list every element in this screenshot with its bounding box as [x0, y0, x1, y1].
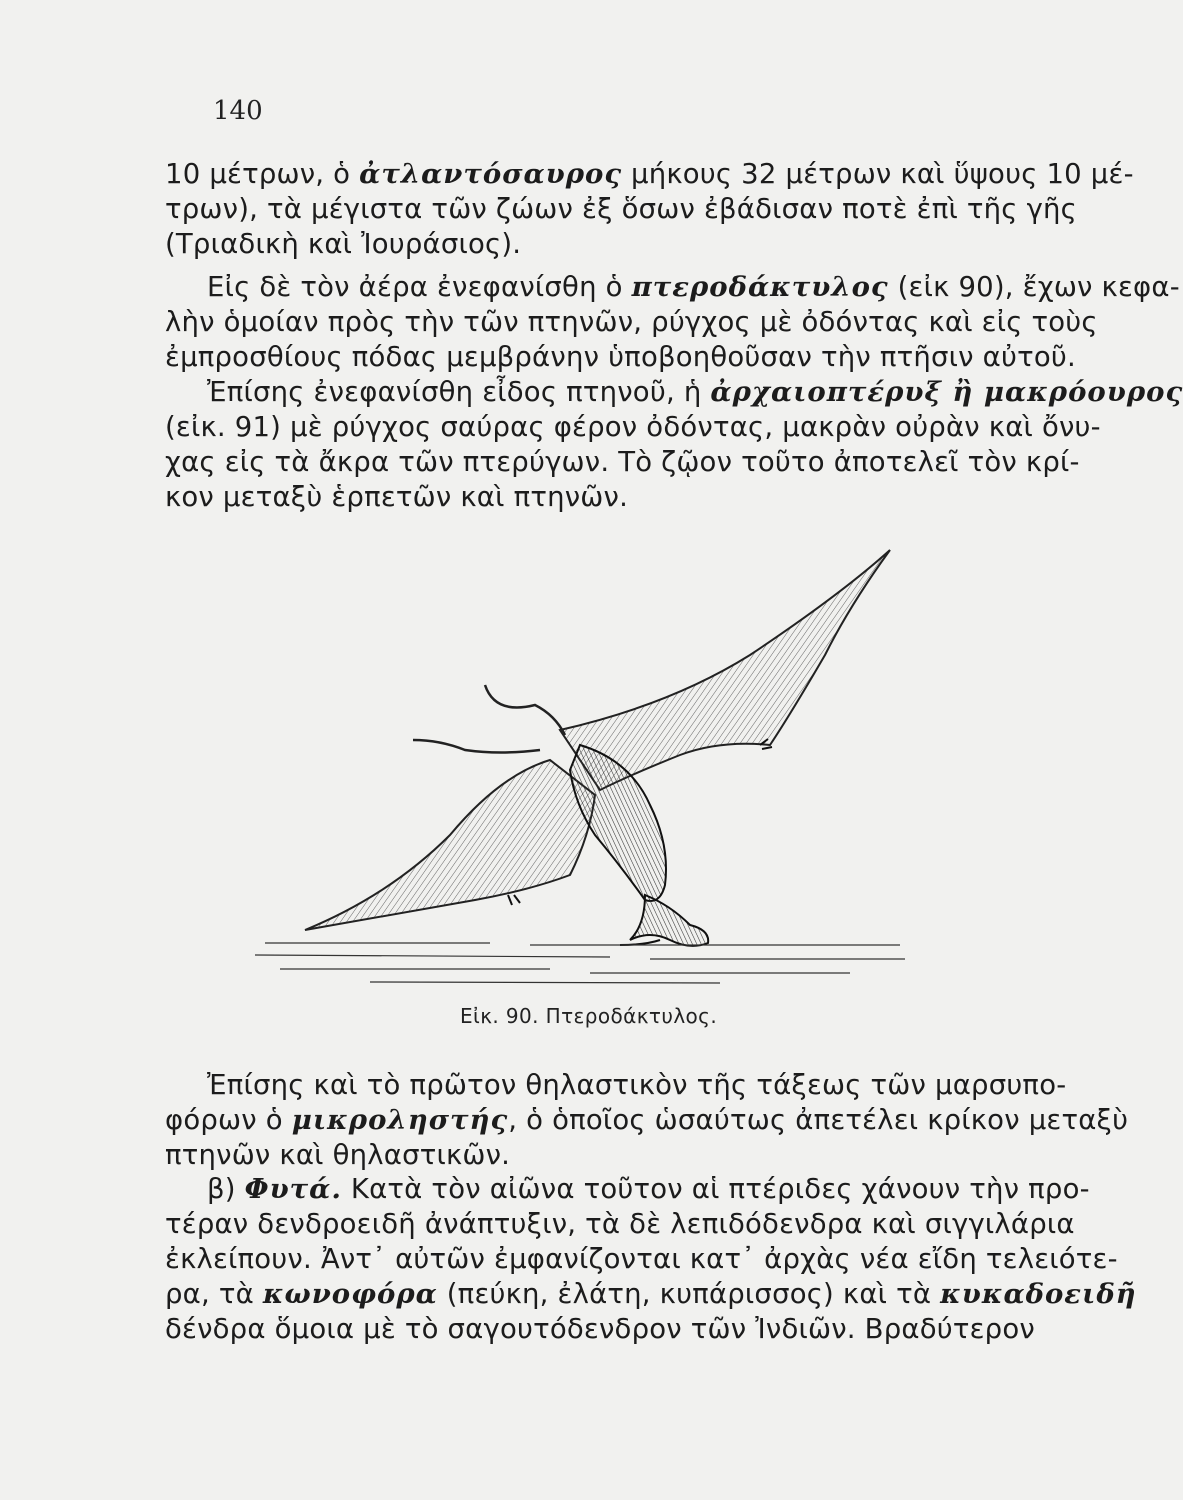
term-cycads: κυκαδοειδῆ	[940, 1278, 1137, 1310]
term-pterodactylus: πτεροδάκτυλος	[631, 271, 889, 303]
text-line: 10 μέτρων, ὁ ἀτλαντόσαυρος μήκους 32 μέτρων καὶ ὕψους 10 μέ-	[165, 158, 1134, 190]
text-line: κον μεταξὺ ἑρπετῶν καὶ πτηνῶν.	[165, 481, 629, 513]
page-number: 140	[213, 96, 263, 126]
text-line: τέραν δενδροειδῆ ἀνάπτυξιν, τὰ δὲ λεπιδόδενδρα καὶ σιγγιλάρια	[165, 1208, 1075, 1240]
text-line: Ἐπίσης ἐνεφανίσθη εἶδος πτηνοῦ, ἡ ἀρχαιοπτέρυξ ἢ μακρόουρος	[207, 376, 1183, 408]
pterodactyl-illustration	[250, 545, 910, 990]
figure-caption: Εἰκ. 90. Πτεροδάκτυλος.	[460, 1004, 718, 1028]
paragraph-plants	[165, 1172, 1137, 1347]
text-line: ρα, τὰ κωνοφόρα (πεύκη, ἐλάτη, κυπάρισσος) καὶ τὰ κυκαδοειδῆ	[165, 1278, 1137, 1310]
text-line: Ἐπίσης καὶ τὸ πρῶτον θηλαστικὸν τῆς τάξεως τῶν μαρσυπο-	[207, 1069, 1067, 1101]
term-archaeopteryx: ἀρχαιοπτέρυξ ἢ μακρόουρος	[710, 376, 1183, 408]
paragraph-pterodactyl	[165, 270, 1183, 515]
term-conifers: κωνοφόρα	[262, 1278, 438, 1310]
text-line: ἐκλείπουν. Ἀντ᾿ αὐτῶν ἐμφανίζονται κατ᾿ ἀρχὰς νέα εἴδη τελειότε-	[165, 1243, 1118, 1275]
text-line: πτηνῶν καὶ θηλαστικῶν.	[165, 1139, 511, 1171]
text-line: λὴν ὁμοίαν πρὸς τὴν τῶν πτηνῶν, ρύγχος μὲ ὀδόντας καὶ εἰς τοὺς	[165, 306, 1098, 338]
term-atlantosaurus: ἀτλαντόσαυρος	[359, 158, 623, 190]
text-line: ἐμπροσθίους πόδας μεμβράνην ὑποβοηθοῦσαν τὴν πτῆσιν αὐτοῦ.	[165, 341, 1076, 373]
term-plants: Φυτά.	[244, 1173, 342, 1205]
text-line: β) Φυτά. Κατὰ τὸν αἰῶνα τοῦτον αἱ πτέριδες χάνουν τὴν προ-	[207, 1173, 1090, 1205]
text-line: τρων), τὰ μέγιστα τῶν ζώων ἐξ ὅσων ἐβάδισαν ποτὲ ἐπὶ τῆς γῆς	[165, 193, 1078, 225]
pterodactyl-figure	[250, 545, 910, 990]
text-line: Εἰς δὲ τὸν ἀέρα ἐνεφανίσθη ὁ πτεροδάκτυλος (εἰκ 90), ἔχων κεφα-	[207, 271, 1180, 303]
text-line: χας εἰς τὰ ἄκρα τῶν πτερύγων. Τὸ ζῷον τοῦτο ἀποτελεῖ τὸν κρί-	[165, 446, 1080, 478]
text-line: (εἰκ. 91) μὲ ρύγχος σαύρας φέρον ὀδόντας, μακρὰν οὐρὰν καὶ ὄνυ-	[165, 411, 1101, 443]
text-line: (Τριαδικὴ καὶ Ἰουράσιος).	[165, 228, 522, 260]
text-line: δένδρα ὅμοια μὲ τὸ σαγουτόδενδρον τῶν Ἰνδιῶν. Βραδύτερον	[165, 1313, 1035, 1345]
term-microlestes: μικροληστής	[291, 1104, 509, 1136]
text-line: φόρων ὁ μικροληστής, ὁ ὁποῖος ὡσαύτως ἀπετέλει κρίκον μεταξὺ	[165, 1104, 1129, 1136]
paragraph-mammal	[165, 1068, 1129, 1173]
paragraph-sauropods	[165, 157, 1134, 262]
